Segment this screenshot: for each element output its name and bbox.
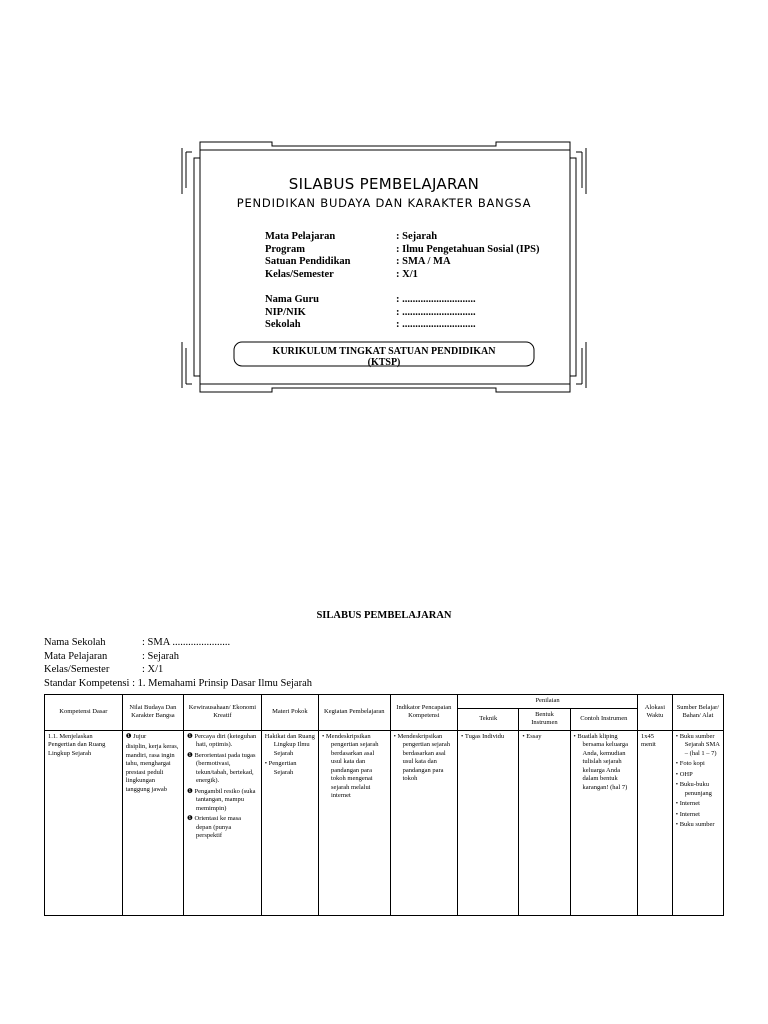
col-bentuk: Bentuk Instrumen bbox=[519, 708, 570, 730]
info-value: : Sejarah bbox=[396, 231, 438, 242]
info-value: : ............................ bbox=[396, 306, 476, 318]
nilai-item: lingkungan bbox=[125, 777, 155, 784]
nilai-item: disiplin, bbox=[125, 743, 147, 750]
nilai-item: tanggung bbox=[125, 785, 150, 793]
meta-row-mapel bbox=[44, 650, 312, 664]
sumber-item: • OHP bbox=[675, 770, 693, 778]
nilai-item: mandiri, bbox=[125, 751, 148, 759]
curriculum-banner bbox=[234, 346, 534, 368]
table-header-row bbox=[45, 695, 724, 709]
cell-kompetensi: 1.1. Menjelaskan Pengertian dan Ruang Lingkup Sejarah bbox=[45, 730, 123, 915]
cell-sumber bbox=[672, 730, 723, 915]
sumber-item: • Buku sumber Sejarah SMA – (hal 1 – 7) bbox=[675, 732, 720, 757]
nilai-item: prestasi bbox=[125, 768, 146, 776]
info-row-mapel bbox=[265, 231, 540, 244]
cell-materi bbox=[261, 730, 318, 915]
cell-nilai bbox=[122, 730, 183, 915]
sumber-item: • Buku-buku penunjang bbox=[675, 781, 712, 797]
cover-info-block bbox=[265, 231, 540, 281]
nilai-item: menghargai bbox=[140, 760, 171, 767]
cover-frame bbox=[178, 138, 590, 398]
cell-contoh bbox=[570, 730, 638, 915]
col-kompetensi: Kompetensi Dasar bbox=[45, 695, 123, 731]
indikator-item: • Mendeskripsikan pengertian sejarah berdasarkan asal usul kata dan pandangan para tokoh bbox=[393, 732, 451, 782]
info-label: NIP/NIK bbox=[265, 306, 306, 318]
cell-alokasi: 1x45 menit bbox=[638, 730, 673, 915]
col-nilai: Nilai Budaya Dan Karakter Bangsa bbox=[122, 695, 183, 731]
sumber-item: • Internet bbox=[675, 800, 700, 807]
info-label: Sekolah bbox=[265, 319, 301, 330]
banner-line-1: KURIKULUM TINGKAT SATUAN PENDIDIKAN bbox=[272, 346, 496, 357]
contoh-item: • Buatlah kliping bersama keluarga Anda, kemudian tulislah sejarah keluarga Anda dalam bentuk karangan! (hal 7) bbox=[573, 732, 629, 791]
syllabus-meta bbox=[44, 636, 312, 690]
nilai-item: kerja bbox=[148, 743, 162, 750]
info-label: Satuan Pendidikan bbox=[265, 256, 351, 267]
meta-row-kelas bbox=[44, 663, 312, 677]
info-label: Nama Guru bbox=[265, 294, 319, 305]
table-row bbox=[45, 730, 724, 915]
cover-subtitle: PENDIDIKAN BUDAYA DAN KARAKTER BANGSA bbox=[236, 196, 532, 210]
meta-standar: Standar Kompetensi : 1. Memahami Prinsip Dasar Ilmu Sejarah bbox=[44, 677, 312, 689]
meta-label: Nama Sekolah bbox=[44, 637, 106, 648]
info-label: Program bbox=[265, 243, 306, 255]
col-penilaian: Penilaian bbox=[458, 695, 638, 709]
meta-row-sekolah bbox=[44, 636, 312, 650]
kewirausahaan-item: ❶ Orientasi ke masa depan (punya perspektif bbox=[187, 815, 242, 839]
col-alokasi: Alokasi Waktu bbox=[638, 695, 673, 731]
cover-title: SILABUS PEMBELAJARAN bbox=[288, 175, 480, 193]
nilai-item: tahu, bbox=[125, 760, 139, 767]
syllabus-table bbox=[44, 694, 724, 916]
materi-item: • Pengertian Sejarah bbox=[264, 760, 297, 776]
meta-value: : X/1 bbox=[142, 664, 164, 675]
col-contoh: Contoh Instrumen bbox=[570, 708, 638, 730]
sumber-item: • Buku sumber bbox=[675, 821, 715, 828]
sumber-item: • Foto kopi bbox=[675, 760, 705, 767]
cell-kewirausahaan bbox=[184, 730, 262, 915]
cell-indikator bbox=[390, 730, 457, 915]
cell-kegiatan bbox=[319, 730, 391, 915]
col-sumber: Sumber Belajar/ Bahan/ Alat bbox=[672, 695, 723, 731]
meta-label: Mata Pelajaran bbox=[44, 650, 108, 662]
nilai-item: keras, bbox=[163, 743, 179, 750]
cell-teknik bbox=[458, 730, 519, 915]
sumber-item: • Internet bbox=[675, 810, 700, 818]
col-teknik: Teknik bbox=[458, 708, 519, 730]
kewirausahaan-item: ❶ Pengambil resiko (suka tantangan, mampu memimpin) bbox=[187, 787, 256, 812]
nilai-item: peduli bbox=[147, 768, 164, 776]
meta-value: : Sejarah bbox=[142, 650, 180, 662]
col-kegiatan: Kegiatan Pembelajaran bbox=[319, 695, 391, 731]
banner-line-2: (KTSP) bbox=[367, 357, 401, 368]
col-indikator: Indikator Pencapaian Kompetensi bbox=[390, 695, 457, 731]
info-value: : ............................ bbox=[396, 319, 476, 330]
cell-bentuk bbox=[519, 730, 570, 915]
col-kewirausahaan: Kewirausahaan/ Ekonomi Kreatif bbox=[184, 695, 262, 731]
meta-label: Kelas/Semester bbox=[44, 664, 110, 675]
materi-item: Hakikat dan Ruang Lingkup Ilmu Sejarah bbox=[264, 732, 315, 757]
info-row-satuan bbox=[265, 256, 540, 269]
info-value: : SMA / MA bbox=[396, 256, 451, 267]
info-value: : ............................ bbox=[396, 294, 476, 305]
info-row-kelas bbox=[265, 269, 540, 282]
info-row-guru bbox=[265, 294, 476, 307]
info-value: : Ilmu Pengetahuan Sosial (IPS) bbox=[396, 243, 540, 255]
kegiatan-item: • Mendeskripsikan pengertian sejarah berdasarkan asal usul kata dan pandangan para tokoh mengenai sejarah melalui internet bbox=[322, 732, 379, 799]
info-label: Mata Pelajaran bbox=[265, 231, 336, 242]
cover-teacher-block bbox=[265, 294, 476, 332]
info-value: : X/1 bbox=[396, 268, 418, 280]
syllabus-title: SILABUS PEMBELAJARAN bbox=[316, 610, 452, 621]
info-row-sekolah bbox=[265, 319, 476, 332]
kewirausahaan-item: ❶ Berorientasi pada tugas (bermotivasi, tekun/tabah, bertekad, energik). bbox=[187, 751, 256, 784]
nilai-item: rasa ingin bbox=[149, 751, 175, 759]
info-row-nip bbox=[265, 307, 476, 320]
kewirausahaan-item: ❶ Percaya diri (keteguhan hati, optimis). bbox=[187, 732, 257, 748]
meta-value: : SMA ...................... bbox=[142, 637, 231, 648]
bentuk-item: • Essay bbox=[522, 732, 542, 740]
nilai-item: ❶ Jujur bbox=[125, 732, 147, 740]
teknik-item: • Tugas Individu bbox=[461, 732, 505, 740]
info-row-program bbox=[265, 244, 540, 257]
nilai-item: jawab bbox=[151, 785, 168, 793]
info-label: Kelas/Semester bbox=[265, 268, 334, 280]
col-materi: Materi Pokok bbox=[261, 695, 318, 731]
